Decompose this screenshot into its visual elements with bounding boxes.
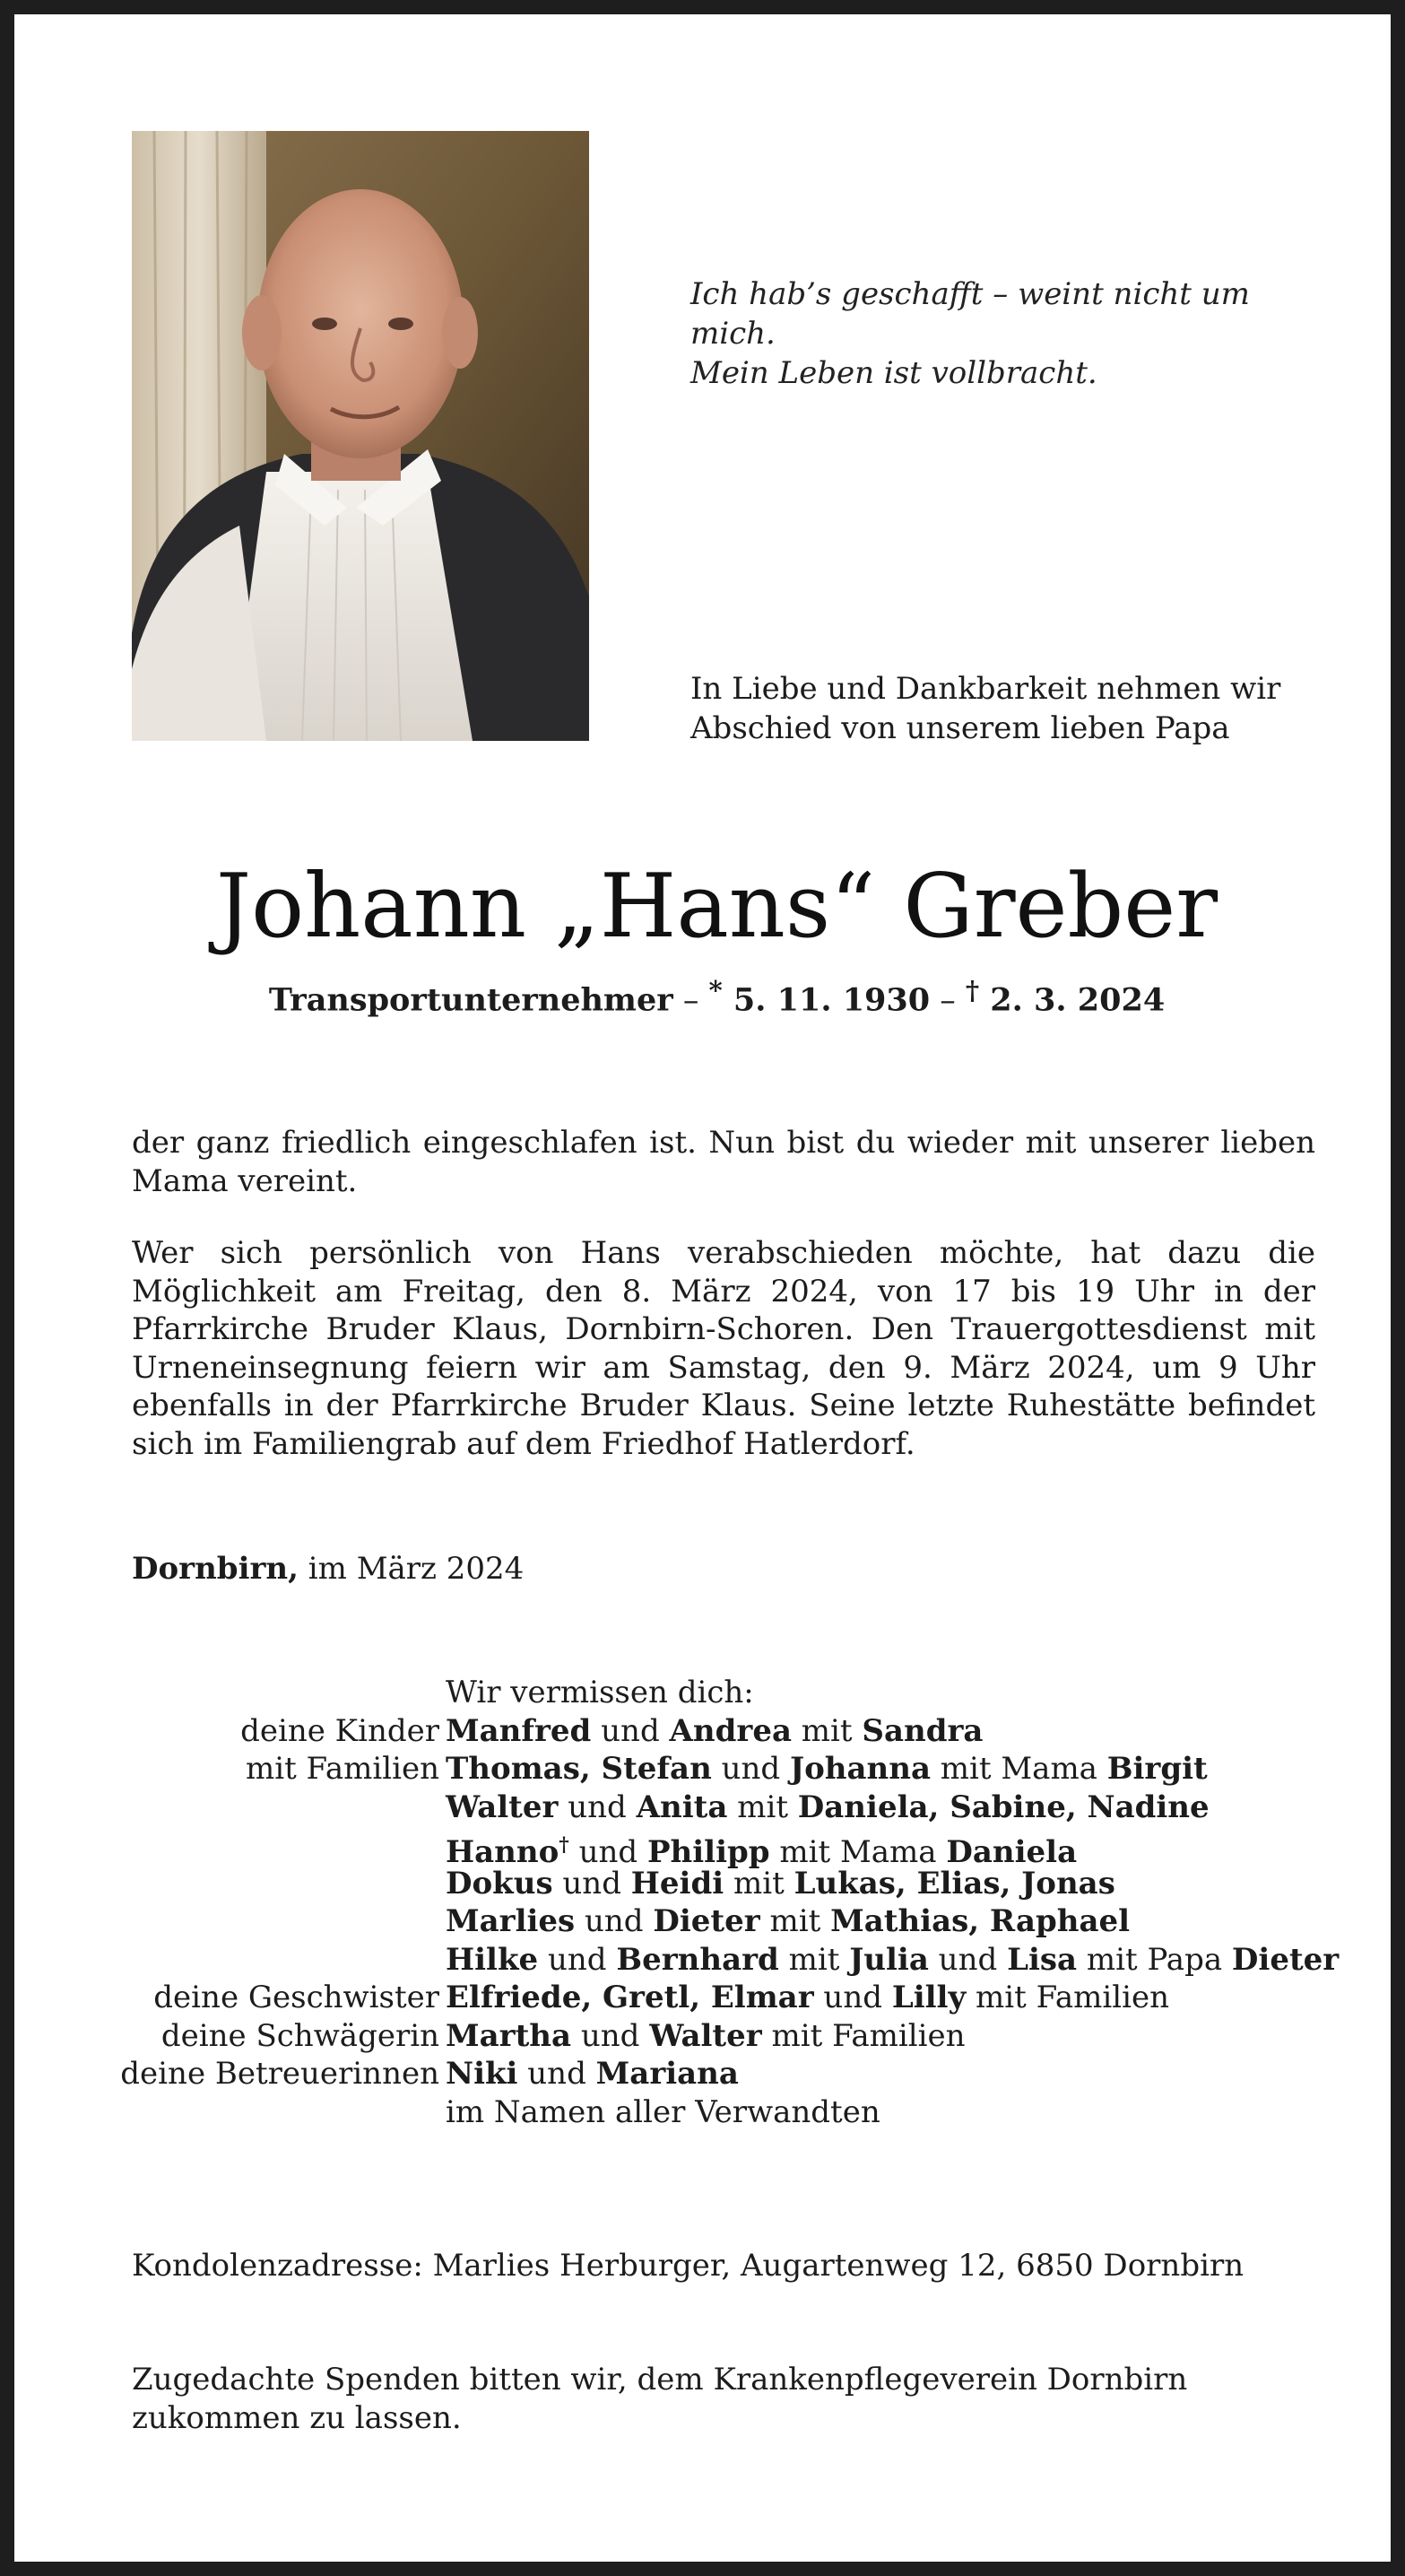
birth-mark: * bbox=[708, 975, 723, 1005]
family-row bbox=[14, 1865, 1405, 1903]
family-row bbox=[14, 2017, 1405, 2056]
family-connector-text: mit bbox=[724, 1865, 794, 1902]
family-connector-text: mit bbox=[759, 1903, 831, 1939]
family-connector-text: und bbox=[538, 1941, 617, 1978]
quote bbox=[690, 274, 1336, 393]
family-connector-text: und bbox=[813, 1980, 892, 2015]
family-intro: Wir vermissen dich: bbox=[446, 1675, 754, 1710]
family-row-label: deine Schwägerin bbox=[160, 2017, 439, 2054]
family-row-names bbox=[446, 1902, 1130, 1941]
family-member-name: Niki bbox=[446, 2056, 518, 2092]
farewell-line-2: Abschied von unserem lieben Papa bbox=[690, 710, 1230, 746]
family-connector-text: und bbox=[517, 2056, 596, 2092]
family-connector-text: und bbox=[571, 2017, 650, 2054]
family-row bbox=[14, 1979, 1405, 2017]
family-member-name: Mariana bbox=[595, 2056, 739, 2092]
separator: – bbox=[930, 982, 966, 1019]
family-member-name: Dokus bbox=[446, 1865, 553, 1902]
family-row-names bbox=[446, 2093, 880, 2132]
family-member-name: Julia bbox=[849, 1941, 929, 1978]
family-row-names bbox=[446, 2055, 739, 2093]
family-row-names bbox=[446, 1788, 1210, 1827]
family-member-name: Dieter bbox=[653, 1903, 760, 1939]
family-connector-text: und bbox=[552, 1865, 631, 1902]
family-row-label: mit Familien bbox=[245, 1751, 439, 1787]
farewell-text bbox=[690, 669, 1354, 748]
place: Dornbirn, bbox=[132, 1551, 299, 1587]
family-row bbox=[14, 2055, 1405, 2093]
family-connector-text: mit bbox=[727, 1788, 798, 1825]
family-member-name: Birgit bbox=[1106, 1751, 1208, 1787]
family-member-name: Walter bbox=[446, 1788, 559, 1825]
family-row-label: deine Geschwister bbox=[153, 1980, 439, 2015]
family-row bbox=[14, 2093, 1405, 2132]
family-connector-text: mit bbox=[778, 1941, 850, 1978]
family-connector-text: mit bbox=[791, 1712, 863, 1749]
family-member-name: Hilke bbox=[446, 1941, 539, 1978]
portrait-image bbox=[132, 131, 589, 741]
donation-note: Zugedachte Spenden bitten wir, dem Krankenpflegeverein Dornbirn zukommen zu lassen. bbox=[132, 2362, 1188, 2436]
family-row bbox=[14, 1941, 1405, 1980]
family-member-name: Philipp bbox=[646, 1834, 770, 1870]
family-member-name: Bernhard bbox=[616, 1941, 779, 1978]
death-mark: † bbox=[965, 975, 980, 1005]
family-connector-text: und bbox=[711, 1751, 790, 1787]
family-member-name: Sandra bbox=[862, 1712, 984, 1749]
birth-date: 5. 11. 1930 bbox=[722, 981, 931, 1019]
family-row bbox=[14, 1750, 1405, 1788]
family-member-name: Hanno bbox=[446, 1834, 559, 1870]
family-member-name: Manfred bbox=[446, 1712, 592, 1749]
family-member-name: Dieter bbox=[1231, 1941, 1340, 1978]
family-row bbox=[14, 1826, 1405, 1870]
family-member-name: Daniela, Sabine, Nadine bbox=[797, 1788, 1210, 1825]
family-row-names bbox=[446, 1941, 1339, 1980]
family-connector-text: mit Familien bbox=[966, 1980, 1170, 2015]
profession: Transportunternehmer bbox=[268, 981, 673, 1019]
family-row-names bbox=[446, 1712, 983, 1751]
family-connector-text: und bbox=[558, 1788, 637, 1825]
family-row bbox=[14, 1712, 1405, 1751]
family-connector-text: im Namen aller Verwandten bbox=[446, 2093, 880, 2130]
family-list bbox=[14, 1674, 1405, 2131]
separator: – bbox=[672, 982, 709, 1019]
family-member-name: Daniela bbox=[946, 1834, 1078, 1870]
family-member-name: Walter bbox=[649, 2017, 762, 2054]
family-connector-text: und bbox=[568, 1834, 647, 1870]
family-member-name: † bbox=[559, 1833, 569, 1857]
family-row-label: deine Betreuerinnen bbox=[120, 2056, 439, 2092]
family-row bbox=[14, 1902, 1405, 1941]
family-member-name: Anita bbox=[636, 1788, 728, 1825]
quote-line-2: Mein Leben ist vollbracht. bbox=[690, 355, 1097, 391]
portrait-photo bbox=[132, 131, 589, 741]
condolence-address: Kondolenzadresse: Marlies Herburger, Augartenweg 12, 6850 Dornbirn bbox=[132, 2248, 1245, 2284]
family-connector-text: mit Familien bbox=[761, 2017, 966, 2054]
family-connector-text: mit Papa bbox=[1077, 1941, 1232, 1978]
family-row-names bbox=[446, 1750, 1208, 1788]
family-row-names bbox=[446, 2017, 966, 2056]
announcement-paragraph: der ganz friedlich eingeschlafen ist. Nun bist du wieder mit unserer lieben Mama vereint. bbox=[132, 1125, 1315, 1199]
family-intro-row bbox=[14, 1674, 1405, 1712]
family-member-name: Johanna bbox=[789, 1751, 931, 1787]
family-connector-text: und bbox=[575, 1903, 654, 1939]
death-date: 2. 3. 2024 bbox=[979, 981, 1166, 1019]
family-connector-text: mit Mama bbox=[930, 1751, 1107, 1787]
family-connector-text: mit Mama bbox=[769, 1834, 947, 1870]
family-member-name: Lilly bbox=[891, 1980, 967, 2015]
farewell-line-1: In Liebe und Dankbarkeit nehmen wir bbox=[690, 671, 1281, 707]
family-row bbox=[14, 1788, 1405, 1827]
family-member-name: Marlies bbox=[446, 1903, 576, 1939]
family-member-name: Lisa bbox=[1007, 1941, 1078, 1978]
family-member-name: Thomas, Stefan bbox=[446, 1751, 712, 1787]
deceased-name: Johann „Hans“ Greber bbox=[215, 856, 1219, 958]
family-member-name: Mathias, Raphael bbox=[830, 1903, 1131, 1939]
family-member-name: Lukas, Elias, Jonas bbox=[794, 1865, 1115, 1902]
family-rows bbox=[14, 1712, 1405, 2132]
family-row-names bbox=[446, 1979, 1169, 2017]
family-connector-text: und bbox=[928, 1941, 1008, 1978]
family-row-label: deine Kinder bbox=[240, 1712, 439, 1749]
family-member-name: Elfriede, Gretl, Elmar bbox=[446, 1980, 814, 2015]
family-member-name: Martha bbox=[446, 2017, 572, 2054]
family-connector-text: und bbox=[591, 1712, 670, 1749]
deceased-details bbox=[14, 969, 1405, 1023]
service-details-paragraph: Wer sich persönlich von Hans verabschieden möchte, hat dazu die Möglichkeit am Freitag, den 8. März 2024, von 17 bis 19 Uhr in der Pfarrkirche Bruder Klaus, Dornbirn-Schoren. Den Trauergottesdienst mit Urneneinsegnung feiern wir am Samstag, den 9. März 2024, um 9 Uhr ebenfalls in der Pfarrkirche Bruder Klaus. Seine letzte Ruhestätte befindet sich im Familiengrab auf dem Friedhof Hatlerdorf. bbox=[132, 1235, 1315, 1462]
date: im März 2024 bbox=[298, 1551, 525, 1587]
family-member-name: Andrea bbox=[669, 1712, 792, 1749]
family-row-names bbox=[446, 1865, 1115, 1903]
place-date bbox=[132, 1550, 524, 1588]
quote-line-1: Ich hab’s geschafft – weint nicht um mich. bbox=[690, 276, 1250, 352]
family-member-name: Heidi bbox=[630, 1865, 724, 1902]
